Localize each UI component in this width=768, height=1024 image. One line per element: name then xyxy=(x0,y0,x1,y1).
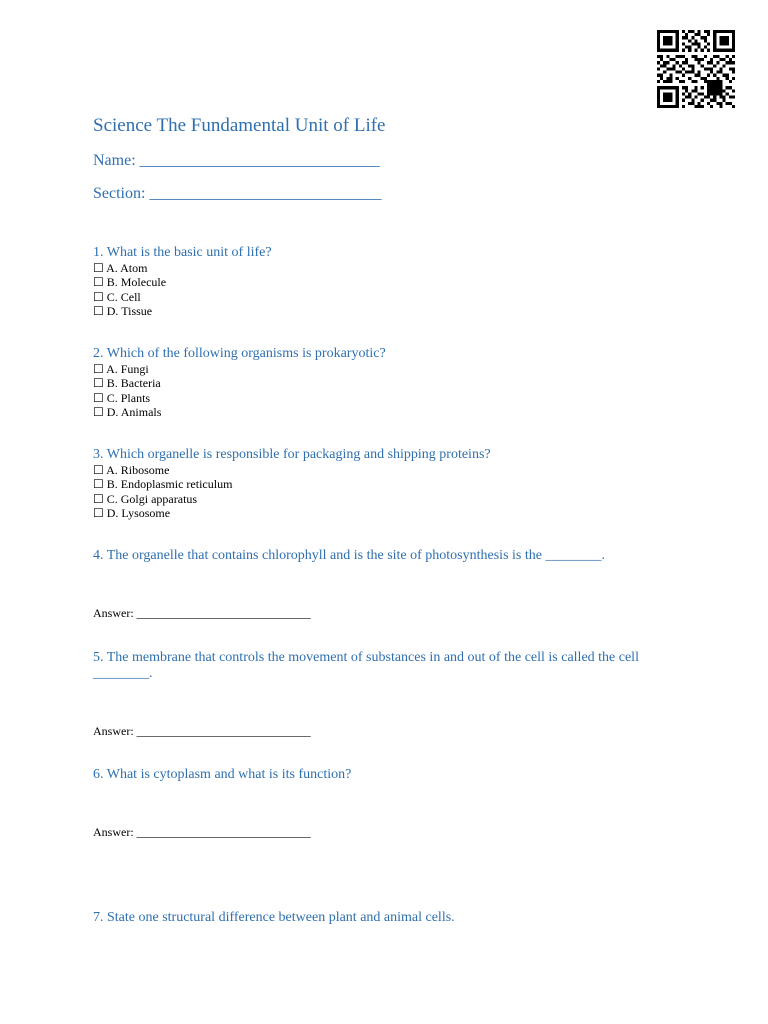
question-2-options xyxy=(93,362,161,420)
option-checkbox[interactable]: ☐ D. Animals xyxy=(93,405,162,420)
answer-field[interactable]: Answer: _____________________________ xyxy=(93,724,311,738)
option-checkbox[interactable]: ☐ A. Ribosome xyxy=(93,463,170,477)
page-title: Science The Fundamental Unit of Life xyxy=(93,115,386,136)
question-2: 2. Which of the following organisms is prokaryotic? xyxy=(93,346,386,361)
option-checkbox[interactable]: ☐ C. Cell xyxy=(93,289,141,304)
question-1: 1. What is the basic unit of life? xyxy=(93,245,272,260)
name-field[interactable]: Name: ______________________________ xyxy=(93,152,380,169)
answer-field[interactable]: Answer: _____________________________ xyxy=(93,606,311,620)
option-checkbox[interactable]: ☐ C. Golgi apparatus xyxy=(93,491,198,506)
option-checkbox[interactable]: ☐ D. Lysosome xyxy=(93,506,171,521)
section-field[interactable]: Section: _____________________________ xyxy=(93,185,382,202)
option-checkbox[interactable]: ☐ A. Fungi xyxy=(93,362,149,376)
option-checkbox[interactable]: ☐ B. Bacteria xyxy=(93,376,161,391)
option-checkbox[interactable]: ☐ D. Tissue xyxy=(93,304,153,319)
question-4: 4. The organelle that contains chlorophyll and is the site of photosynthesis is the ________. xyxy=(93,548,605,563)
question-3: 3. Which organelle is responsible for packaging and shipping proteins? xyxy=(93,447,491,462)
option-checkbox[interactable]: ☐ A. Atom xyxy=(93,261,148,275)
question-3-options xyxy=(93,463,232,521)
answer-field[interactable]: Answer: _____________________________ xyxy=(93,825,311,839)
question-1-options xyxy=(93,261,166,319)
question-7: 7. State one structural difference between plant and animal cells. xyxy=(93,910,455,925)
option-checkbox[interactable]: ☐ B. Endoplasmic reticulum xyxy=(93,477,233,492)
question-5: 5. The membrane that controls the movement of substances in and out of the cell is called the cell ________. xyxy=(93,650,639,681)
question-6: 6. What is cytoplasm and what is its function? xyxy=(93,767,352,782)
qr-code-icon xyxy=(655,30,737,108)
option-checkbox[interactable]: ☐ C. Plants xyxy=(93,390,151,405)
option-checkbox[interactable]: ☐ B. Molecule xyxy=(93,275,167,290)
